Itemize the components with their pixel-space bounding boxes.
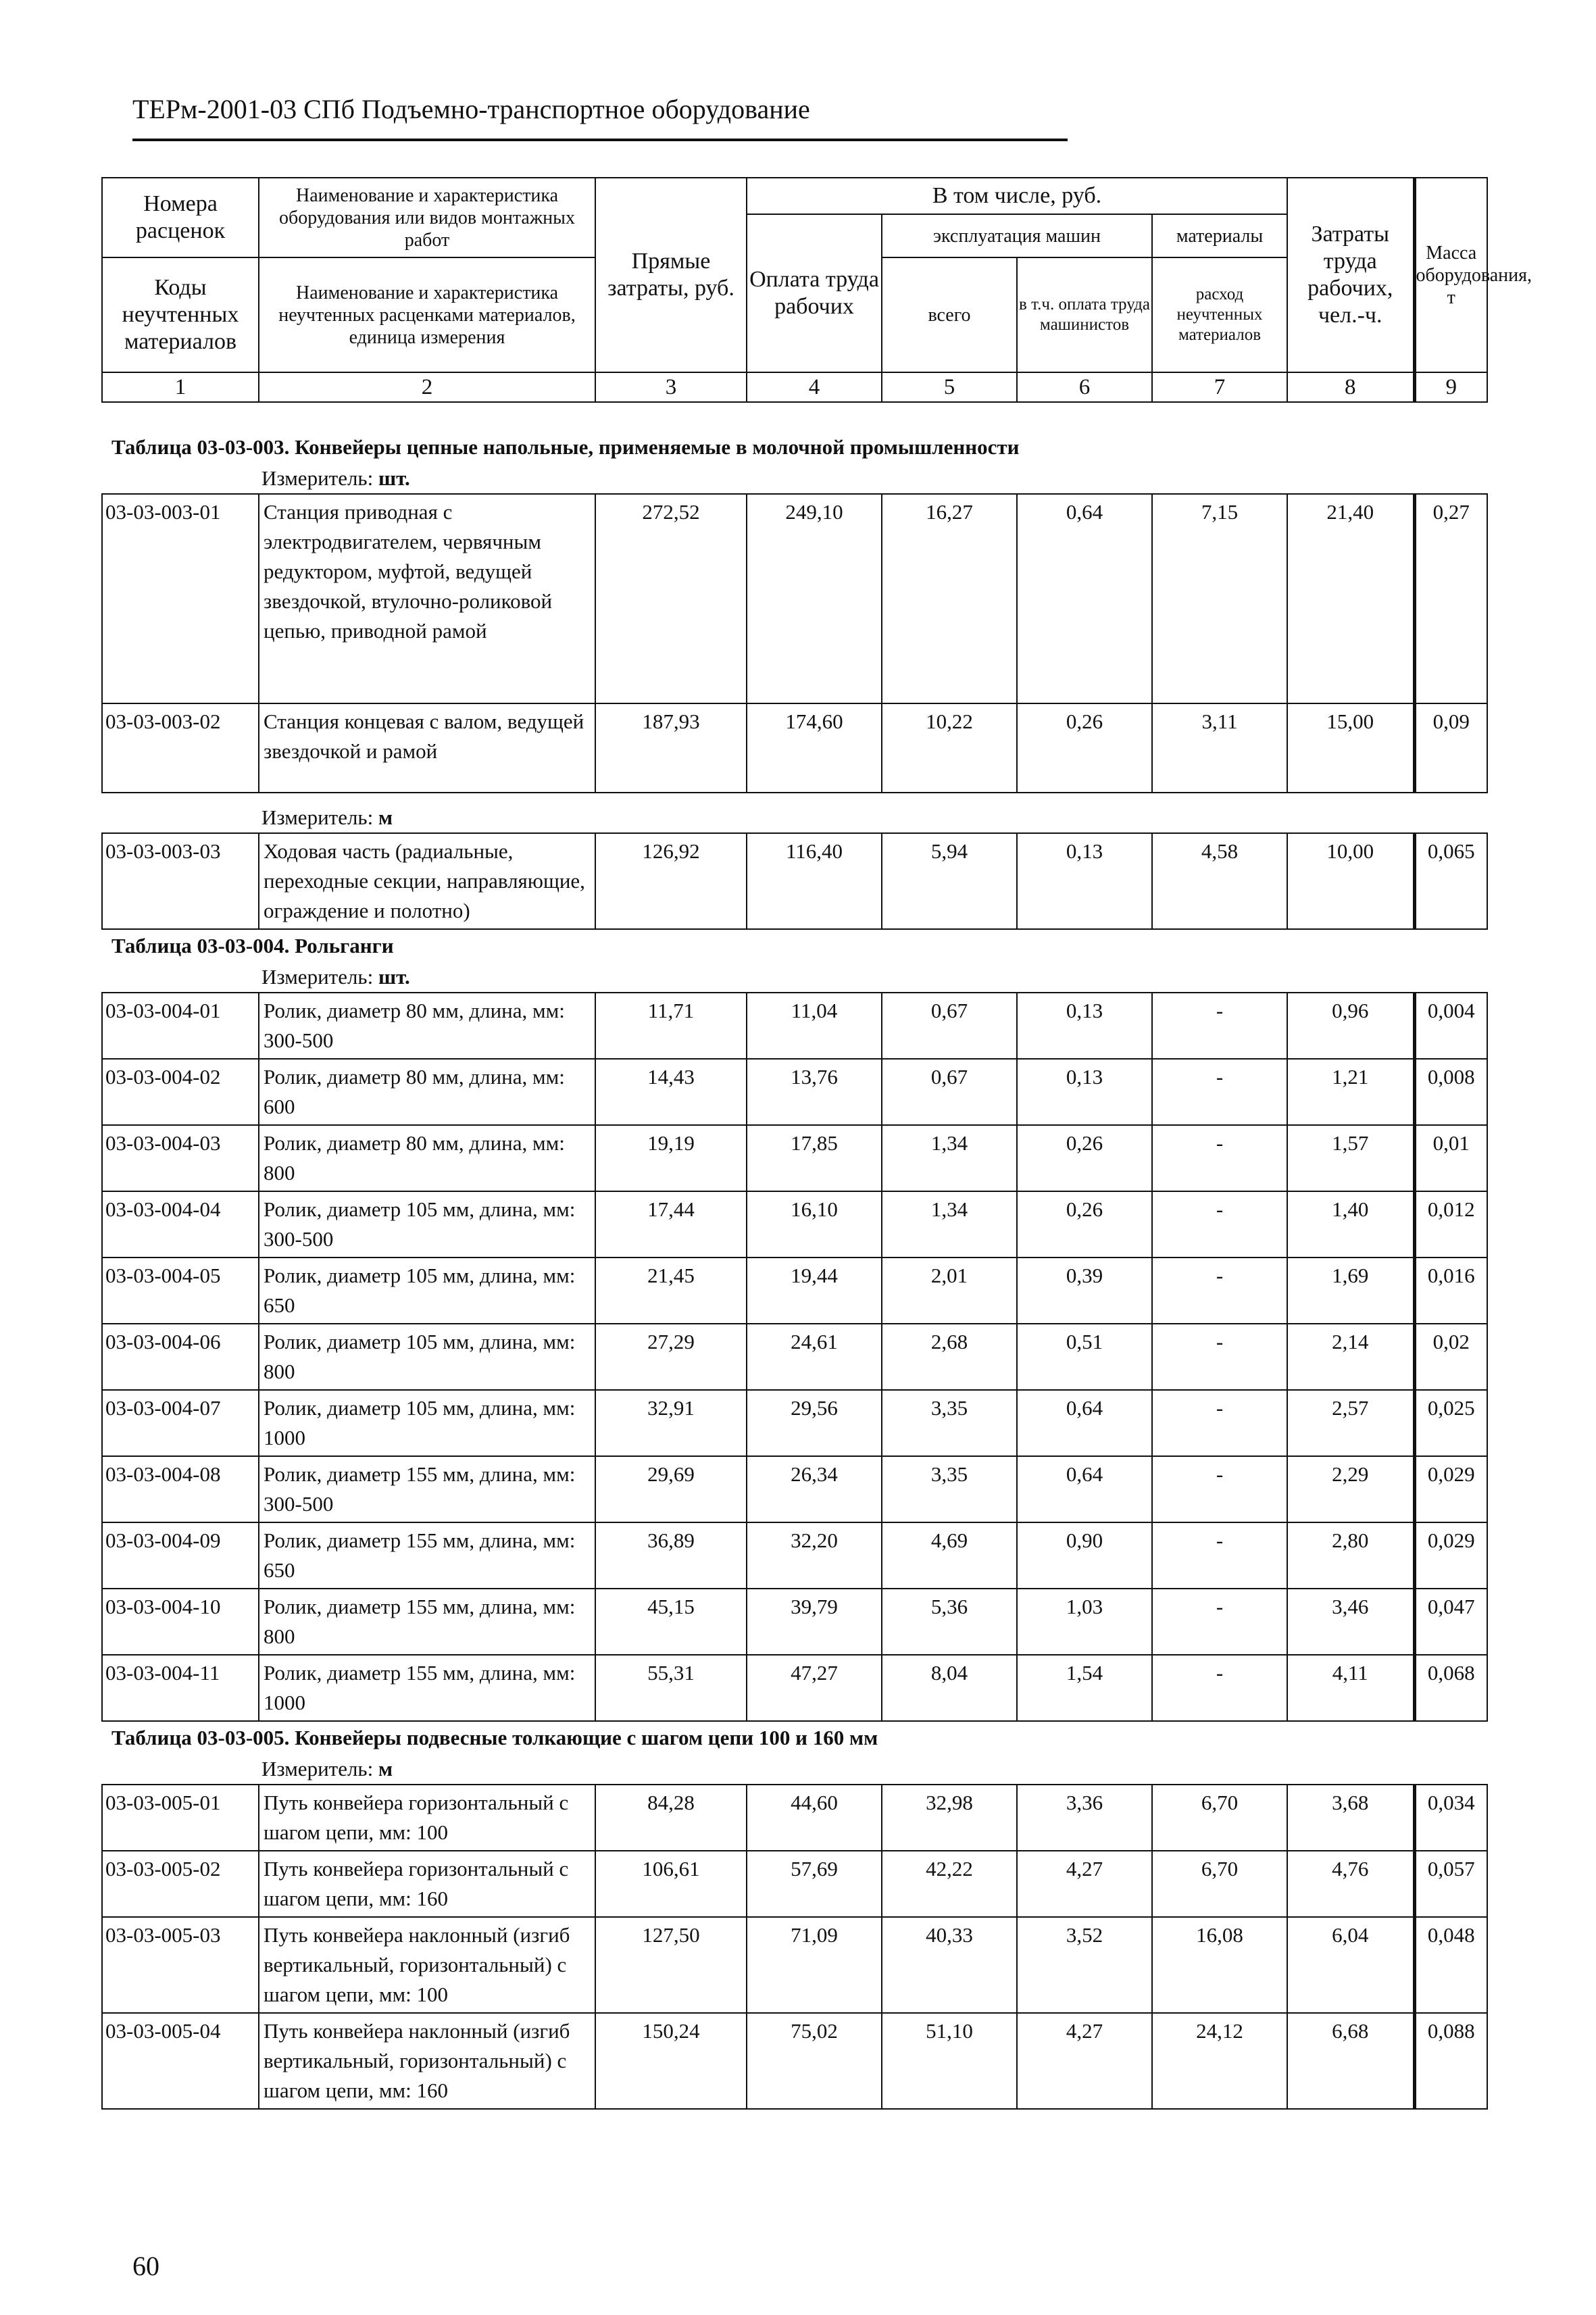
page-header-title: ТЕРм-2001-03 СПб Подъемно-транспортное оборудование [132,94,810,124]
cell-rate-name: Ролик, диаметр 80 мм, длина, мм: 300-500 [259,993,595,1059]
cell-rate-code: 03-03-005-01 [102,1785,259,1851]
cell-rate-code: 03-03-005-04 [102,2013,259,2109]
cell-labor-hours: 3,46 [1287,1589,1414,1655]
cell-worker-pay: 44,60 [747,1785,882,1851]
cell-operator-pay: 0,26 [1017,1125,1152,1191]
column-header-table [101,177,1532,403]
cell-operator-pay: 4,27 [1017,2013,1152,2109]
cell-rate-code: 03-03-004-11 [102,1655,259,1721]
table-row [102,2013,1487,2109]
cell-material-consumption: - [1152,1390,1287,1456]
cell-equipment-mass: 0,065 [1414,833,1487,929]
cell-operator-pay: 0,13 [1017,1059,1152,1125]
cell-labor-hours: 2,57 [1287,1390,1414,1456]
table-row [102,993,1487,1059]
cell-worker-pay: 57,69 [747,1851,882,1917]
cell-rate-code: 03-03-004-02 [102,1059,259,1125]
cell-direct-costs: 14,43 [595,1059,747,1125]
cell-operator-pay: 3,36 [1017,1785,1152,1851]
cell-direct-costs: 45,15 [595,1589,747,1655]
cell-rate-name: Ролик, диаметр 105 мм, длина, мм: 800 [259,1324,595,1390]
cell-rate-name: Путь конвейера горизонтальный с шагом цепи, мм: 100 [259,1785,595,1851]
table-row [102,494,1487,703]
cell-rate-name: Ролик, диаметр 80 мм, длина, мм: 600 [259,1059,595,1125]
table-row [102,1456,1487,1522]
cell-worker-pay: 16,10 [747,1191,882,1258]
cell-operator-pay: 1,03 [1017,1589,1152,1655]
cell-rate-name: Ролик, диаметр 105 мм, длина, мм: 1000 [259,1390,595,1456]
cell-worker-pay: 71,09 [747,1917,882,2013]
cell-rate-code: 03-03-004-04 [102,1191,259,1258]
cell-labor-hours: 6,68 [1287,2013,1414,2109]
table-row [102,1589,1487,1655]
cell-operator-pay: 0,26 [1017,703,1152,793]
cell-rate-code: 03-03-003-02 [102,703,259,793]
table-row [102,1785,1487,1851]
header-worker-pay: Оплата труда рабочих [747,214,882,372]
cell-worker-pay: 32,20 [747,1522,882,1589]
cell-equipment-mass: 0,27 [1414,494,1487,703]
cell-worker-pay: 39,79 [747,1589,882,1655]
cell-equipment-mass: 0,068 [1414,1655,1487,1721]
cell-worker-pay: 47,27 [747,1655,882,1721]
cell-material-consumption: 6,70 [1152,1851,1287,1917]
measure-unit: Измеритель: м [102,1753,1487,1785]
cell-machines-total: 5,36 [882,1589,1017,1655]
cell-labor-hours: 1,57 [1287,1125,1414,1191]
cell-material-consumption: - [1152,1191,1287,1258]
cell-material-consumption: - [1152,1324,1287,1390]
cell-worker-pay: 29,56 [747,1390,882,1456]
cell-equipment-mass: 0,012 [1414,1191,1487,1258]
cell-rate-name: Ролик, диаметр 155 мм, длина, мм: 650 [259,1522,595,1589]
cell-operator-pay: 3,52 [1017,1917,1152,2013]
cell-rate-name: Ролик, диаметр 155 мм, длина, мм: 800 [259,1589,595,1655]
cell-material-consumption: - [1152,1456,1287,1522]
cell-operator-pay: 0,90 [1017,1522,1152,1589]
rates-table [101,426,1488,2110]
header-rule [132,139,1068,141]
cell-material-consumption: - [1152,1059,1287,1125]
cell-operator-pay: 0,39 [1017,1258,1152,1324]
cell-direct-costs: 21,45 [595,1258,747,1324]
cell-labor-hours: 21,40 [1287,494,1414,703]
header-operator-pay: в т.ч. оплата труда машинистов [1017,257,1152,372]
cell-material-consumption: - [1152,1125,1287,1191]
cell-operator-pay: 4,27 [1017,1851,1152,1917]
cell-direct-costs: 272,52 [595,494,747,703]
cell-labor-hours: 1,21 [1287,1059,1414,1125]
cell-operator-pay: 0,13 [1017,993,1152,1059]
cell-material-consumption: 16,08 [1152,1917,1287,2013]
cell-direct-costs: 29,69 [595,1456,747,1522]
cell-equipment-mass: 0,088 [1414,2013,1487,2109]
cell-rate-code: 03-03-005-03 [102,1917,259,2013]
cell-equipment-mass: 0,047 [1414,1589,1487,1655]
cell-worker-pay: 75,02 [747,2013,882,2109]
cell-material-consumption: 4,58 [1152,833,1287,929]
header-labor-costs: Затраты труда рабочих, чел.-ч. [1287,178,1414,372]
cell-labor-hours: 3,68 [1287,1785,1414,1851]
cell-machines-total: 5,94 [882,833,1017,929]
cell-material-consumption: - [1152,1589,1287,1655]
col-number: 3 [595,372,747,402]
cell-machines-total: 0,67 [882,1059,1017,1125]
cell-rate-code: 03-03-004-01 [102,993,259,1059]
cell-labor-hours: 10,00 [1287,833,1414,929]
cell-equipment-mass: 0,057 [1414,1851,1487,1917]
cell-labor-hours: 4,76 [1287,1851,1414,1917]
cell-rate-name: Станция приводная с электродвигателем, червячным редуктором, муфтой, ведущей звездочкой, втулочно-роликовой цепью, приводной рамой [259,494,595,703]
table-row [102,1191,1487,1258]
cell-direct-costs: 106,61 [595,1851,747,1917]
cell-material-consumption: 24,12 [1152,2013,1287,2109]
cell-labor-hours: 0,96 [1287,993,1414,1059]
cell-worker-pay: 19,44 [747,1258,882,1324]
cell-equipment-mass: 0,034 [1414,1785,1487,1851]
cell-worker-pay: 13,76 [747,1059,882,1125]
cell-machines-total: 8,04 [882,1655,1017,1721]
cell-rate-code: 03-03-003-01 [102,494,259,703]
cell-material-consumption: 6,70 [1152,1785,1287,1851]
cell-machines-total: 2,68 [882,1324,1017,1390]
cell-machines-total: 1,34 [882,1191,1017,1258]
cell-labor-hours: 1,40 [1287,1191,1414,1258]
header-direct-costs: Прямые затраты, руб. [595,178,747,372]
cell-direct-costs: 127,50 [595,1917,747,2013]
cell-rate-code: 03-03-004-07 [102,1390,259,1456]
header-rate-numbers: Номера расценок [102,178,259,257]
table-row [102,1655,1487,1721]
cell-worker-pay: 249,10 [747,494,882,703]
cell-direct-costs: 84,28 [595,1785,747,1851]
cell-equipment-mass: 0,048 [1414,1917,1487,2013]
header-equipment-name: Наименование и характеристика оборудования или видов монтажных работ [259,178,595,257]
col-number: 9 [1414,372,1487,402]
cell-worker-pay: 11,04 [747,993,882,1059]
cell-direct-costs: 55,31 [595,1655,747,1721]
cell-direct-costs: 19,19 [595,1125,747,1191]
cell-labor-hours: 2,29 [1287,1456,1414,1522]
section-title: Таблица 03-03-005. Конвейеры подвесные толкающие с шагом цепи 100 и 160 мм [111,1726,878,1749]
cell-operator-pay: 0,64 [1017,1390,1152,1456]
cell-direct-costs: 27,29 [595,1324,747,1390]
col-number: 6 [1017,372,1152,402]
cell-equipment-mass: 0,004 [1414,993,1487,1059]
header-machines-total: всего [882,257,1017,372]
cell-operator-pay: 0,64 [1017,1456,1152,1522]
cell-labor-hours: 4,11 [1287,1655,1414,1721]
cell-rate-name: Ролик, диаметр 80 мм, длина, мм: 800 [259,1125,595,1191]
cell-material-consumption: - [1152,1522,1287,1589]
section-title: Таблица 03-03-003. Конвейеры цепные напольные, применяемые в молочной промышленности [111,435,1020,459]
table-row [102,703,1487,793]
header-unaccounted-codes: Коды неучтенных материалов [102,257,259,372]
cell-direct-costs: 36,89 [595,1522,747,1589]
cell-rate-name: Путь конвейера наклонный (изгиб вертикальный, горизонтальный) с шагом цепи, мм: 160 [259,2013,595,2109]
table-row [102,1522,1487,1589]
table-row [102,833,1487,929]
cell-worker-pay: 17,85 [747,1125,882,1191]
cell-rate-name: Путь конвейера наклонный (изгиб вертикальный, горизонтальный) с шагом цепи, мм: 100 [259,1917,595,2013]
cell-rate-name: Ролик, диаметр 155 мм, длина, мм: 300-500 [259,1456,595,1522]
cell-operator-pay: 0,51 [1017,1324,1152,1390]
cell-operator-pay: 1,54 [1017,1655,1152,1721]
col-number: 4 [747,372,882,402]
cell-equipment-mass: 0,09 [1414,703,1487,793]
cell-operator-pay: 0,64 [1017,494,1152,703]
col-number: 8 [1287,372,1414,402]
cell-rate-code: 03-03-004-09 [102,1522,259,1589]
cell-rate-code: 03-03-004-08 [102,1456,259,1522]
cell-machines-total: 51,10 [882,2013,1017,2109]
cell-operator-pay: 0,13 [1017,833,1152,929]
table-row [102,1258,1487,1324]
cell-equipment-mass: 0,01 [1414,1125,1487,1191]
cell-direct-costs: 17,44 [595,1191,747,1258]
cell-material-consumption: - [1152,993,1287,1059]
cell-worker-pay: 174,60 [747,703,882,793]
cell-operator-pay: 0,26 [1017,1191,1152,1258]
table-row [102,1851,1487,1917]
cell-material-consumption: - [1152,1258,1287,1324]
cell-labor-hours: 6,04 [1287,1917,1414,2013]
cell-material-consumption: 7,15 [1152,494,1287,703]
cell-rate-code: 03-03-004-10 [102,1589,259,1655]
cell-equipment-mass: 0,016 [1414,1258,1487,1324]
cell-machines-total: 42,22 [882,1851,1017,1917]
cell-machines-total: 2,01 [882,1258,1017,1324]
cell-machines-total: 0,67 [882,993,1017,1059]
cell-rate-code: 03-03-004-05 [102,1258,259,1324]
header-materials: материалы [1152,214,1287,257]
cell-rate-name: Станция концевая с валом, ведущей звездочкой и рамой [259,703,595,793]
cell-direct-costs: 126,92 [595,833,747,929]
cell-labor-hours: 1,69 [1287,1258,1414,1324]
col-number: 2 [259,372,595,402]
cell-direct-costs: 187,93 [595,703,747,793]
cell-labor-hours: 15,00 [1287,703,1414,793]
cell-rate-name: Путь конвейера горизонтальный с шагом цепи, мм: 160 [259,1851,595,1917]
header-material-consumption: расход неучтенных материалов [1152,257,1287,372]
cell-worker-pay: 24,61 [747,1324,882,1390]
cell-rate-code: 03-03-003-03 [102,833,259,929]
cell-equipment-mass: 0,008 [1414,1059,1487,1125]
cell-worker-pay: 26,34 [747,1456,882,1522]
cell-machines-total: 40,33 [882,1917,1017,2013]
cell-labor-hours: 2,14 [1287,1324,1414,1390]
cell-rate-name: Ходовая часть (радиальные, переходные секции, направляющие, ограждение и полотно) [259,833,595,929]
cell-machines-total: 16,27 [882,494,1017,703]
header-equipment-mass: Масса оборудования, т [1414,178,1487,372]
cell-machines-total: 10,22 [882,703,1017,793]
cell-material-consumption: - [1152,1655,1287,1721]
cell-machines-total: 32,98 [882,1785,1017,1851]
table-row [102,1059,1487,1125]
cell-rate-code: 03-03-004-03 [102,1125,259,1191]
cell-machines-total: 3,35 [882,1390,1017,1456]
cell-equipment-mass: 0,025 [1414,1390,1487,1456]
table-row [102,1917,1487,2013]
page-number: 60 [132,2251,159,2281]
cell-rate-name: Ролик, диаметр 105 мм, длина, мм: 650 [259,1258,595,1324]
cell-equipment-mass: 0,029 [1414,1456,1487,1522]
col-number: 7 [1152,372,1287,402]
header-machine-operation: эксплуатация машин [882,214,1152,257]
measure-unit: Измеритель: шт. [102,462,1487,494]
cell-material-consumption: 3,11 [1152,703,1287,793]
table-row [102,1324,1487,1390]
cell-rate-name: Ролик, диаметр 155 мм, длина, мм: 1000 [259,1655,595,1721]
cell-rate-code: 03-03-004-06 [102,1324,259,1390]
col-number: 5 [882,372,1017,402]
measure-unit: Измеритель: м [102,793,1487,833]
cell-rate-name: Ролик, диаметр 105 мм, длина, мм: 300-500 [259,1191,595,1258]
cell-direct-costs: 11,71 [595,993,747,1059]
header-unaccounted-materials: Наименование и характеристика неучтенных расценками материалов, единица измерения [259,257,595,372]
cell-machines-total: 3,35 [882,1456,1017,1522]
header-in-total: В том числе, руб. [747,178,1287,214]
cell-equipment-mass: 0,02 [1414,1324,1487,1390]
table-row [102,1390,1487,1456]
cell-direct-costs: 32,91 [595,1390,747,1456]
cell-labor-hours: 2,80 [1287,1522,1414,1589]
measure-unit: Измеритель: шт. [102,961,1487,993]
cell-machines-total: 1,34 [882,1125,1017,1191]
section-title: Таблица 03-03-004. Рольганги [111,934,394,957]
cell-direct-costs: 150,24 [595,2013,747,2109]
cell-worker-pay: 116,40 [747,833,882,929]
col-number: 1 [102,372,259,402]
cell-machines-total: 4,69 [882,1522,1017,1589]
cell-equipment-mass: 0,029 [1414,1522,1487,1589]
cell-rate-code: 03-03-005-02 [102,1851,259,1917]
table-row [102,1125,1487,1191]
